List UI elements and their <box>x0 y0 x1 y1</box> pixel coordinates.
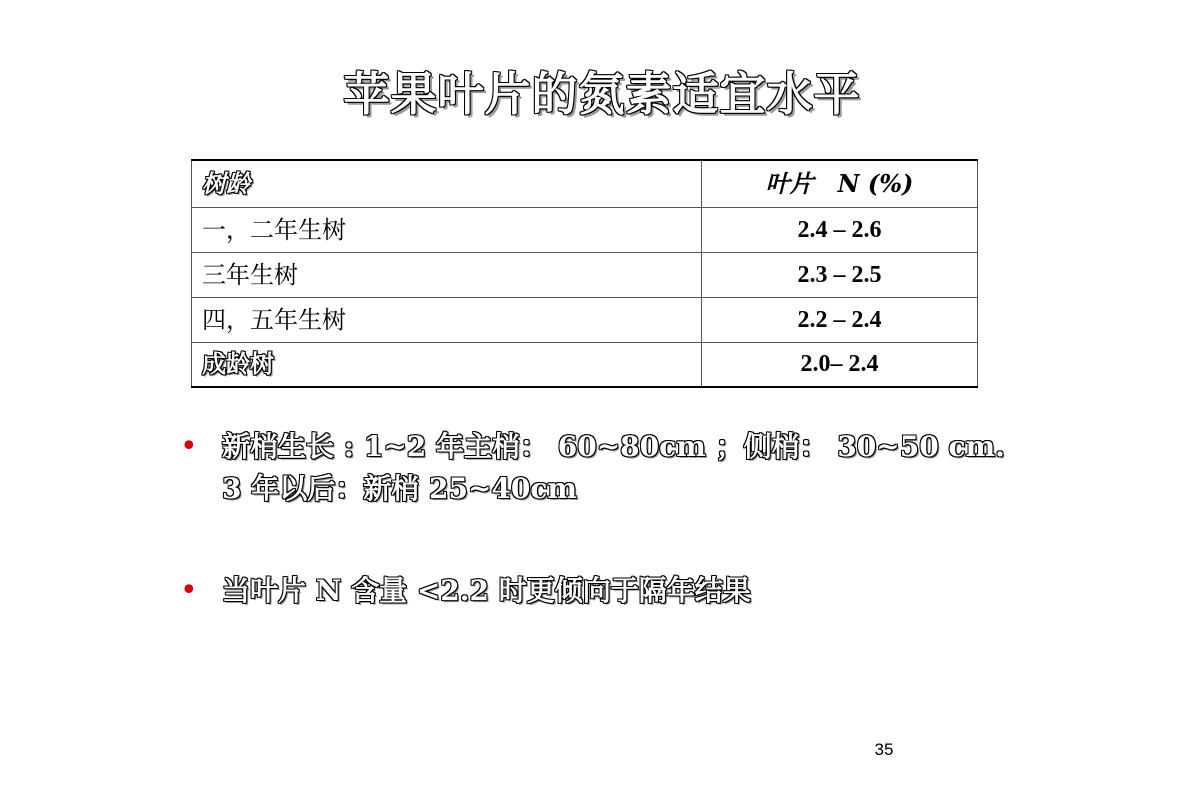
bullet-text <box>222 426 1060 510</box>
nitrogen-table <box>191 159 978 388</box>
tree-age-cell: 成龄树 <box>192 342 702 387</box>
bullet-line: 3 年以后：新梢 25~40cm <box>222 472 578 505</box>
table-row <box>192 297 978 342</box>
leaf-n-cell: 2.0– 2.4 <box>702 342 978 387</box>
tree-age-cell: 四，五年生树 <box>192 297 702 342</box>
bullet-dot-icon: • <box>180 573 198 608</box>
bullet-line: 新梢生长 : 1~2 年主梢： 60~80cm ；侧梢： 30~50 cm. <box>222 430 1005 463</box>
table-row <box>192 252 978 297</box>
table-row <box>192 207 978 252</box>
tree-age-cell: 三年生树 <box>192 252 702 297</box>
slide-title: 苹果叶片的氮素适宜水平 <box>343 67 861 121</box>
bullet-dot-icon: • <box>180 429 198 464</box>
bullet-shoot-growth <box>180 426 1060 510</box>
leaf-n-cell: 2.2 – 2.4 <box>702 297 978 342</box>
leaf-n-cell: 2.4 – 2.6 <box>702 207 978 252</box>
leaf-n-cell: 2.3 – 2.5 <box>702 252 978 297</box>
bullet-biennial-bearing <box>180 570 1060 612</box>
header-tree-age: 树龄 <box>192 160 702 207</box>
bullet-line: 当叶片 N 含量 <2.2 时更倾向于隔年结果 <box>222 574 751 607</box>
page-number: 35 <box>874 740 894 759</box>
table-row <box>192 342 978 387</box>
bullet-text <box>222 570 1060 612</box>
header-leaf-n: 叶片 N (%) <box>702 160 978 207</box>
table-header-row <box>192 160 978 207</box>
tree-age-cell: 一，二年生树 <box>192 207 702 252</box>
